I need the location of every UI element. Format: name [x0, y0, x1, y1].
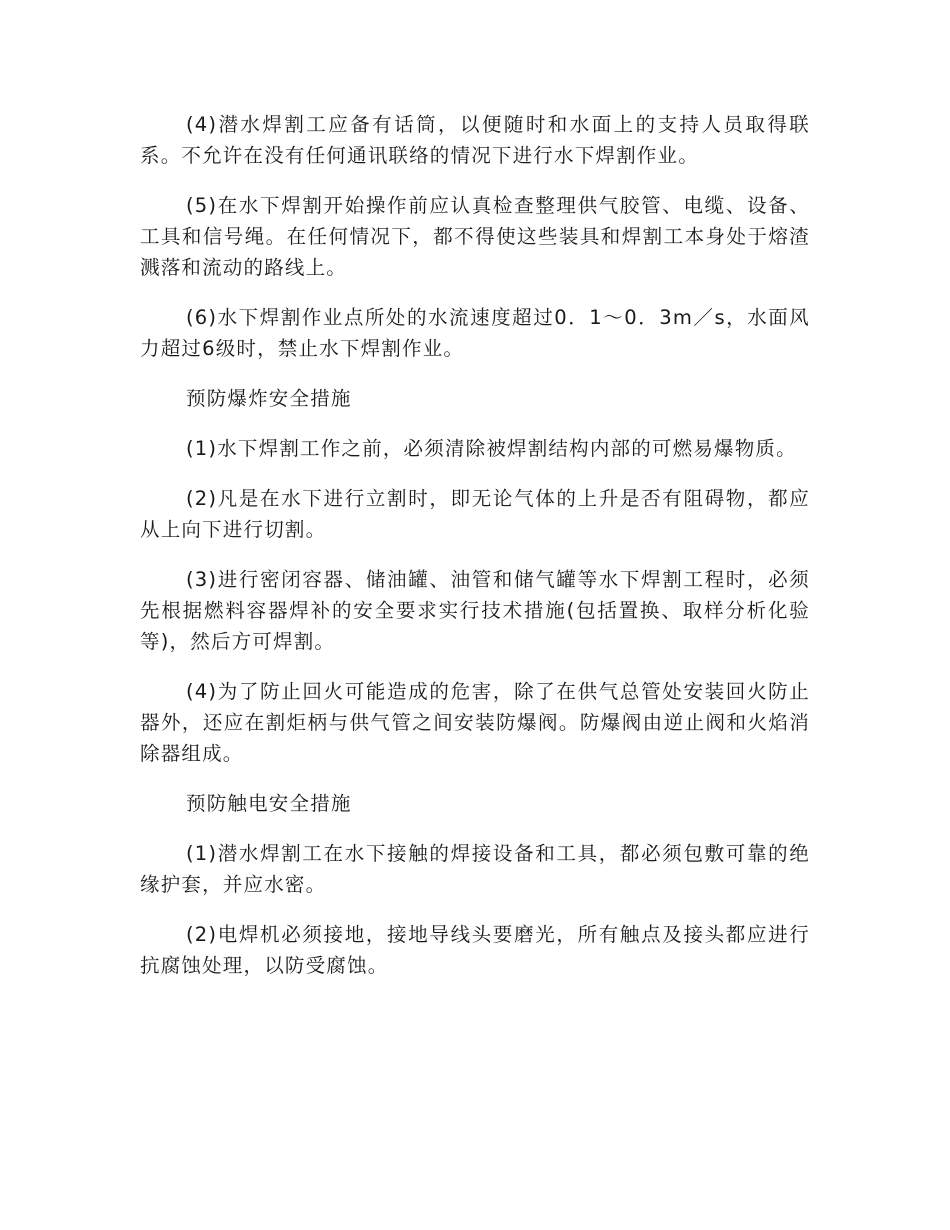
paragraph-equipment-check: (5)在水下焊割开始操作前应认真检查整理供气胶管、电缆、设备、工具和信号绳。在任何情况下，都不得使这些装具和焊割工本身处于熔渣溅落和流动的路线上。 — [140, 194, 810, 279]
paragraph-sealed-containers: (3)进行密闭容器、储油罐、油管和储气罐等水下焊割工程时，必须先根据燃料容器焊补的安全要求实行技术措施(包括置换、取样分析化验等)，然后方可焊割。 — [140, 568, 810, 653]
paragraph-insulation: (1)潜水焊割工在水下接触的焊接设备和工具，都必须包敷可靠的绝缘护套，并应水密。 — [140, 842, 810, 896]
section-heading-explosion-prevention: 预防爆炸安全措施 — [186, 387, 352, 410]
paragraph-grounding: (2)电焊机必须接地，接地导线头要磨光，所有触点及接头都应进行抗腐蚀处理，以防受腐蚀。 — [140, 923, 810, 977]
paragraph-communication: (4)潜水焊割工应备有话筒，以便随时和水面上的支持人员取得联系。不允许在没有任何通讯联络的情况下进行水下焊割作业。 — [140, 113, 810, 167]
document-body — [140, 109, 810, 1000]
paragraph-vertical-cutting: (2)凡是在水下进行立割时，即无论气体的上升是否有阻碍物，都应从上向下进行切割。 — [140, 487, 810, 541]
section-heading-electric-shock-prevention: 预防触电安全措施 — [186, 792, 352, 815]
paragraph-clear-flammables: (1)水下焊割工作之前，必须清除被焊割结构内部的可燃易爆物质。 — [186, 437, 797, 460]
paragraph-flashback-prevention: (4)为了防止回火可能造成的危害，除了在供气总管处安装回火防止器外，还应在割炬柄与供气管之间安装防爆阀。防爆阀由逆止阀和火焰消除器组成。 — [140, 680, 810, 765]
paragraph-water-speed-limit: (6)水下焊割作业点所处的水流速度超过0．1～0．3m／s，水面风力超过6级时，禁止水下焊割作业。 — [140, 306, 810, 360]
